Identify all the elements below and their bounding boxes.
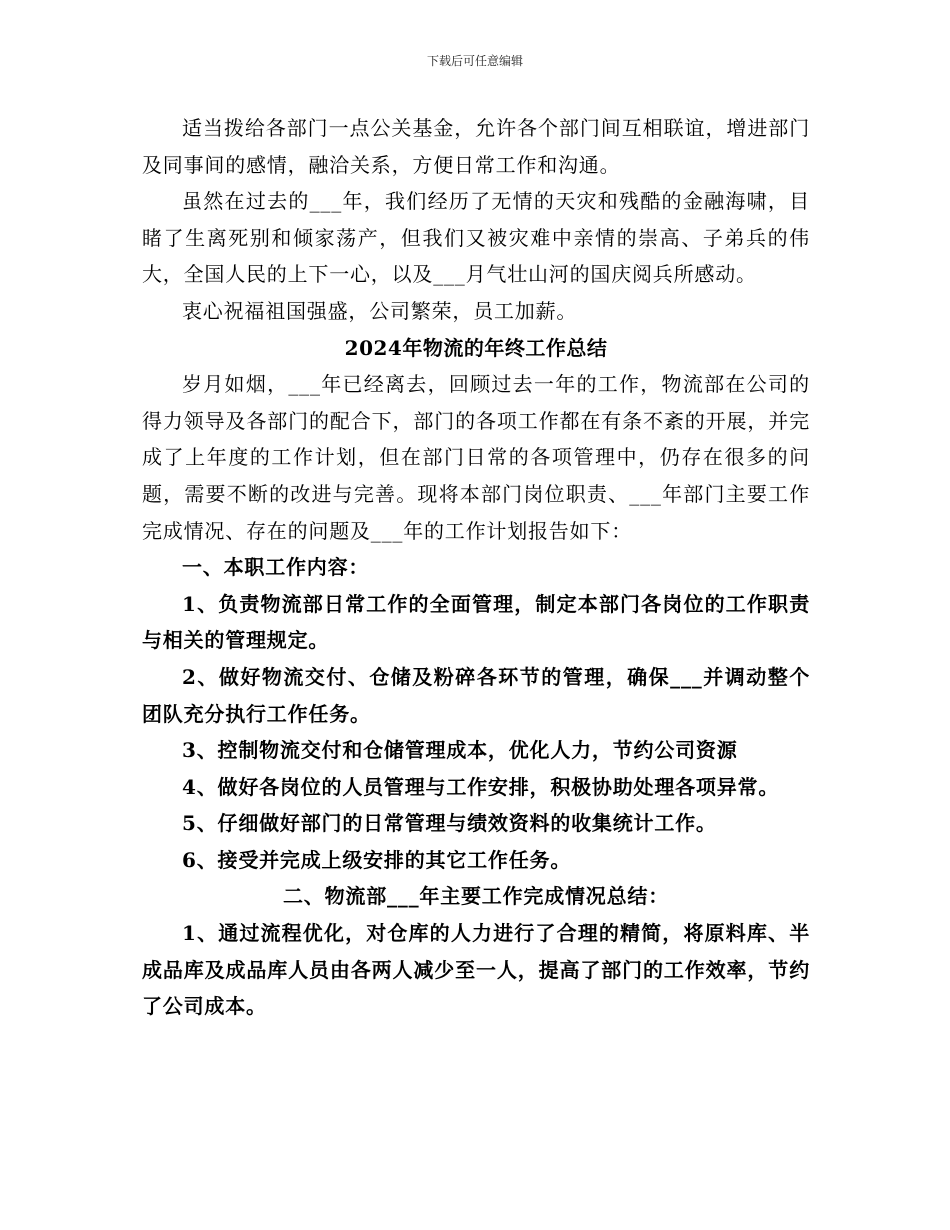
duty-item-5: 5、仔细做好部门的日常管理与绩效资料的收集统计工作。 bbox=[182, 811, 717, 836]
duty-item-4: 4、做好各岗位的人员管理与工作安排，积极协助处理各项异常。 bbox=[182, 774, 780, 799]
duty-item-6: 6、接受并完成上级安排的其它工作任务。 bbox=[182, 847, 572, 872]
duty-item-1: 1、负责物流部日常工作的全面管理，制定本部门各岗位的工作职责与相关的管理规定。 bbox=[142, 591, 810, 653]
section-heading-summary: 二、物流部___年主要工作完成情况总结： bbox=[283, 884, 669, 909]
document-title: 2024年物流的年终工作总结 bbox=[344, 335, 608, 360]
paragraph-past-year: 虽然在过去的___年，我们经历了无情的天灾和残酷的金融海啸，目睹了生离死别和倾家荡产，但我们又被灾难中亲情的崇高、子弟兵的伟大，全国人民的上下一心，以及___月气壮山河的国庆阅兵所感动。 bbox=[142, 189, 810, 287]
duty-item-2: 2、做好物流交付、仓储及粉碎各环节的管理，确保___并调动整个团队充分执行工作任务。 bbox=[142, 664, 810, 726]
paragraph-funding: 适当拨给各部门一点公关基金，允许各个部门间互相联谊，增进部门及同事间的感情，融洽关系，方便日常工作和沟通。 bbox=[142, 116, 810, 177]
duty-item-3: 3、控制物流交付和仓储管理成本，优化人力，节约公司资源 bbox=[182, 738, 738, 763]
section-heading-duties: 一、本职工作内容： bbox=[182, 555, 370, 580]
document-body bbox=[142, 110, 810, 1025]
summary-item-1: 1、通过流程优化，对仓库的人力进行了合理的精简，将原料库、半成品库及成品库人员由各两人减少至一人，提高了部门的工作效率，节约了公司成本。 bbox=[142, 921, 810, 1019]
paragraph-blessing: 衷心祝福祖国强盛，公司繁荣，员工加薪。 bbox=[182, 298, 578, 323]
page-header: 下载后可任意编辑 bbox=[426, 54, 523, 68]
paragraph-intro: 岁月如烟，___年已经离去，回顾过去一年的工作，物流部在公司的得力领导及各部门的配合下，部门的各项工作都在有条不紊的开展，并完成了上年度的工作计划，但在部门日常的各项管理中，仍存在很多的问题，需要不断的改进与完善。现将本部门岗位职责、___年部门主要工作完成情况、存在的问题及___年的工作计划报告如下： bbox=[142, 372, 810, 543]
